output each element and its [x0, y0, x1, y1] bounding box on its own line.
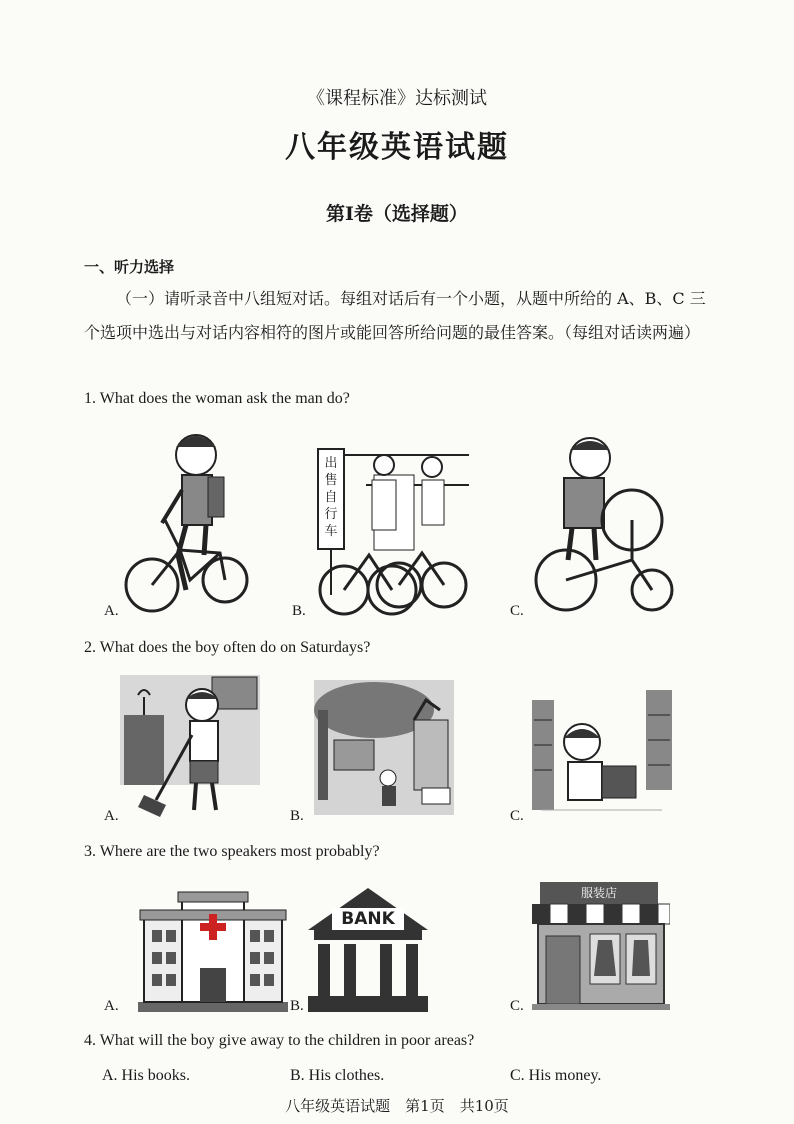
section-instruction: （一）请听录音中八组短对话。每组对话后有一个小题，从题中所给的 A、B、C 三个选项中选出与对话内容相符的图片或能回答所给问题的最佳答案。（每组对话读两遍）	[84, 289, 706, 342]
exam-subtitle: 《课程标准》达标测试	[307, 88, 487, 109]
part-heading: 第Ⅰ卷（选择题）	[326, 203, 468, 225]
park-statue-picture[interactable]	[314, 680, 454, 815]
boy-reading-library-picture[interactable]	[532, 690, 672, 815]
boy-sweeping-floor-picture[interactable]	[120, 675, 260, 820]
q2-option-a-label: A.	[104, 808, 119, 824]
q1-option-b-label: B.	[292, 603, 306, 619]
q4-option-c[interactable]: C. His money.	[510, 1067, 602, 1084]
section-heading: 一、听力选择	[84, 258, 175, 276]
question-1-text: 1. What does the woman ask the man do?	[84, 390, 350, 407]
q4-option-a[interactable]: A. His books.	[102, 1067, 191, 1084]
exam-title: 八年级英语试题	[285, 130, 509, 165]
hospital-picture[interactable]	[138, 890, 288, 1012]
question-2-text: 2. What does the boy often do on Saturdays?	[84, 639, 371, 656]
q1-option-c-label: C.	[510, 603, 524, 619]
question-3-text: 3. Where are the two speakers most probably?	[84, 843, 380, 860]
clothes-shop-picture[interactable]	[532, 880, 670, 1010]
for-sale-sign-text: 出售自行车	[324, 456, 338, 539]
page-footer: 八年级英语试题 第1页 共10页	[285, 1097, 509, 1115]
q3-option-a-label: A.	[104, 998, 119, 1014]
boy-riding-bike-picture[interactable]	[120, 425, 250, 615]
shop-sign-text: 服装店	[580, 886, 617, 900]
question-4-text: 4. What will the boy give away to the children in poor areas?	[84, 1032, 475, 1049]
q3-option-c-label: C.	[510, 998, 524, 1014]
bikes-for-sale-picture[interactable]	[314, 445, 474, 620]
bank-picture[interactable]	[308, 886, 428, 1012]
q2-option-c-label: C.	[510, 808, 524, 824]
q4-option-b[interactable]: B. His clothes.	[290, 1067, 385, 1084]
boy-repairing-bike-picture[interactable]	[532, 430, 682, 615]
q2-option-b-label: B.	[290, 808, 304, 824]
bank-sign-text: BANK	[341, 909, 395, 929]
q3-option-b-label: B.	[290, 998, 304, 1014]
q1-option-a-label: A.	[104, 603, 119, 619]
